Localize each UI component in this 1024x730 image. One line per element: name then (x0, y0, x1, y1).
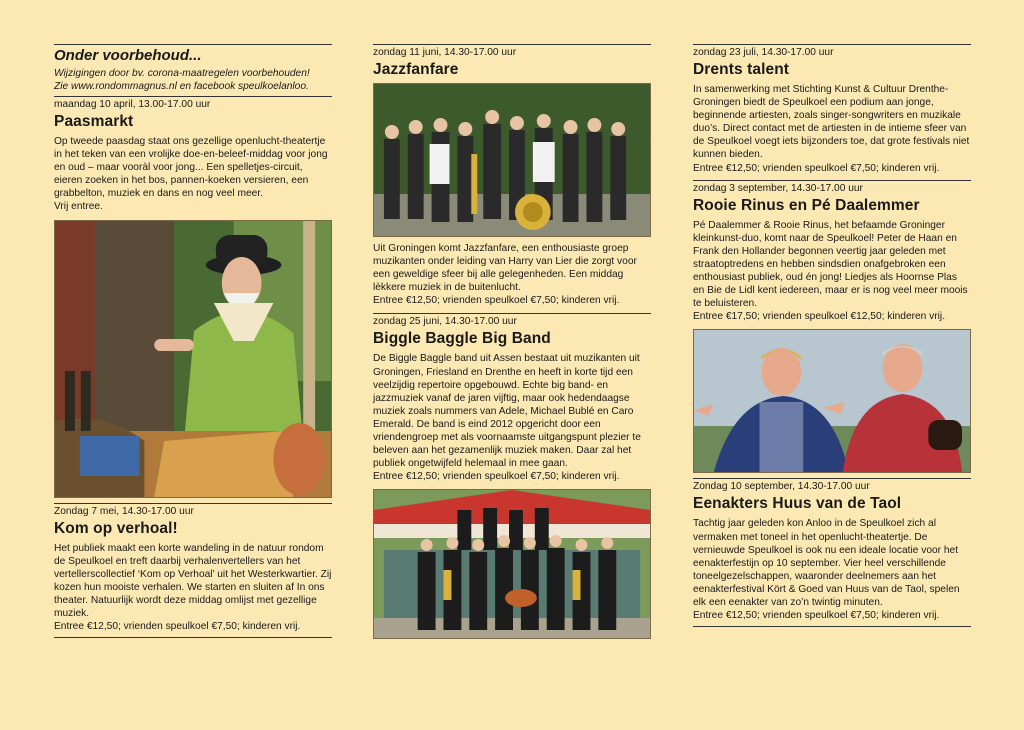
event-rinus (693, 180, 971, 474)
rinus-photo (693, 329, 971, 473)
event-jazzfanfare (373, 44, 651, 307)
event-date: Zondag 10 september, 14.30-17.00 uur (693, 481, 870, 493)
event-paasmarkt (54, 96, 332, 498)
event-description: De Biggle Baggle band uit Assen bestaat uit muzikanten uit Groningen, Friesland en Drenthe en heeft in korte tijd een veelzijdig repertoire opgebouwd. Echte big band- en jazzmuziek vanaf de jaren vijftig, maar ook hedendaagse muziek zoals nummers van Adele, Michael Bublé en Caro Emerald. De band is eind 2012 opgericht door een vriendengroep met als voornaamste uitgangspunt plezier te beleven aan het gezamenlijk muziek maken. Daar zal het publiek ongetwijfeld helemaal in mee gaan. (373, 353, 641, 470)
event-date: maandag 10 april, 13.00-17.00 uur (54, 99, 211, 110)
event-date: zondag 11 juni, 14.30-17.00 uur (373, 47, 517, 58)
notice-line-2: Zie www.rondommagnus.nl en facebook speulkoelanloo. (54, 81, 309, 92)
column-middle (373, 44, 651, 644)
event-entry: Entree €12,50; vrienden speulkoel €7,50; kinderen vrij. (693, 162, 940, 174)
event-eenakters (693, 478, 971, 627)
bigband-photo (373, 489, 651, 639)
event-description: In samenwerking met Stichting Kunst & Cultuur Drenthe-Groningen biedt de Speulkoel een podium aan jonge, beginnende artiesten, zoals singer-songwriters en muzikale duo’s. Direct contact met de artiesten in de intieme sfeer van de Speulkoel voegt iets bijzonders toe, dat grote festivals niet kunnen bieden. (693, 84, 970, 161)
event-title: Drents talent (693, 61, 790, 78)
event-description: Uit Groningen komt Jazzfanfare, een enthousiaste groep muzikanten onder leiding van Harry van Lier die zorgt voor een geweldige sfeer bij alle gelegenheden. Een middag lèkkere muziek in de buitenlucht. (373, 243, 637, 294)
event-date: zondag 23 juli, 14.30-17.00 uur (693, 47, 834, 58)
event-title: Jazzfanfare (373, 61, 459, 78)
column-right (693, 44, 971, 627)
notice-title: Onder voorbehoud... (54, 47, 202, 64)
event-title: Eenakters Huus van de Taol (693, 495, 902, 513)
event-entry: Entree €12,50; vrienden speulkoel €7,50; kinderen vrij. (54, 621, 301, 633)
event-title: Paasmarkt (54, 113, 134, 130)
band-image (374, 84, 650, 236)
event-title: Biggle Baggle Big Band (373, 330, 551, 348)
notice-line-1: Wijzigingen door bv. corona-maatregelen voorbehouden! (54, 68, 310, 79)
event-description: Het publiek maakt een korte wandeling in de natuur rondom de Speulkoel en treft daarbij verhalenvertellers van het vertellerscollectief ‘Kom op Verhoal’ uit het Westerkwartier. Zij kozen hun mooiste verhalen. We starten en sluiten af In ons theater. Natuurlijk wordt deze middag omlijst met gezellige muziek. (54, 542, 332, 620)
notice-section (54, 44, 332, 96)
storyteller-image (55, 221, 331, 497)
event-entry: Entree €12,50; vrienden speulkoel €7,50; kinderen vrij. (373, 471, 620, 483)
divider (693, 626, 971, 627)
event-description: Op tweede paasdag staat ons gezellige openlucht-theatertje in het teken van een vrolijke doe-en-beleef-middag voor jong en oud – maar vooràl voor jong... Een spelletjes-circuit, eieren zoeken in het bos, pannen-koeken versieren, een grabbelton, muziek en dans en nog veel meer. (54, 136, 328, 200)
event-entry: Vrij entree. (54, 201, 103, 213)
event-date: zondag 25 juni, 14.30-17.00 uur (373, 316, 517, 328)
paasmarkt-photo (54, 220, 332, 498)
event-drents (693, 44, 971, 175)
event-date: Zondag 7 mei, 14.30-17.00 uur (54, 505, 194, 517)
event-entry: Entree €12,50; vrienden speulkoel €7,50; kinderen vrij. (693, 610, 940, 622)
event-verhaal (54, 503, 332, 639)
event-title: Rooie Rinus en Pé Daalemmer (693, 196, 920, 214)
duo-image (694, 330, 970, 472)
event-title: Kom op verhoal! (54, 519, 178, 537)
divider (54, 637, 332, 638)
jazzfanfare-photo (373, 83, 651, 237)
column-left (54, 44, 332, 638)
event-bigband (373, 313, 651, 639)
event-entry: Entree €17,50; vrienden speulkoel €12,50; kinderen vrij. (693, 311, 946, 323)
notice-text (54, 67, 332, 96)
big-band-image (374, 490, 650, 638)
event-description: Tachtig jaar geleden kon Anloo in de Speulkoel zich al vermaken met toneel in het openlucht-theatertje. De vernieuwde Speulkoel is ook nu een ideale locatie voor het eenakterfestijn op 10 september. Vier heel verschillende toneelgezelschappen, waaronder deelnemers aan het eenakterfestival Kört & Goed van Huus van de Taol, spelen elk een eenakter van zo’n twintig minuten. (693, 518, 960, 608)
event-description: Pé Daalemmer & Rooie Rinus, het befaamde Groninger kleinkunst-duo, komt naar de Speulkoel! Peter de Haan en Frank den Hollander begonnen veertig jaar geleden met straatoptredens en hebben sindsdien onafgebroken een enthousiast publiek, oud én jong! Liedjes als Hoornse Plas en Bie de Lidl kent iedereen, maar er is nog veel meer moois te beluisteren. (693, 219, 968, 310)
event-entry: Entree €12,50; vrienden speulkoel €7,50; kinderen vrij. (373, 295, 620, 307)
event-date: zondag 3 september, 14.30-17.00 uur (693, 182, 863, 194)
